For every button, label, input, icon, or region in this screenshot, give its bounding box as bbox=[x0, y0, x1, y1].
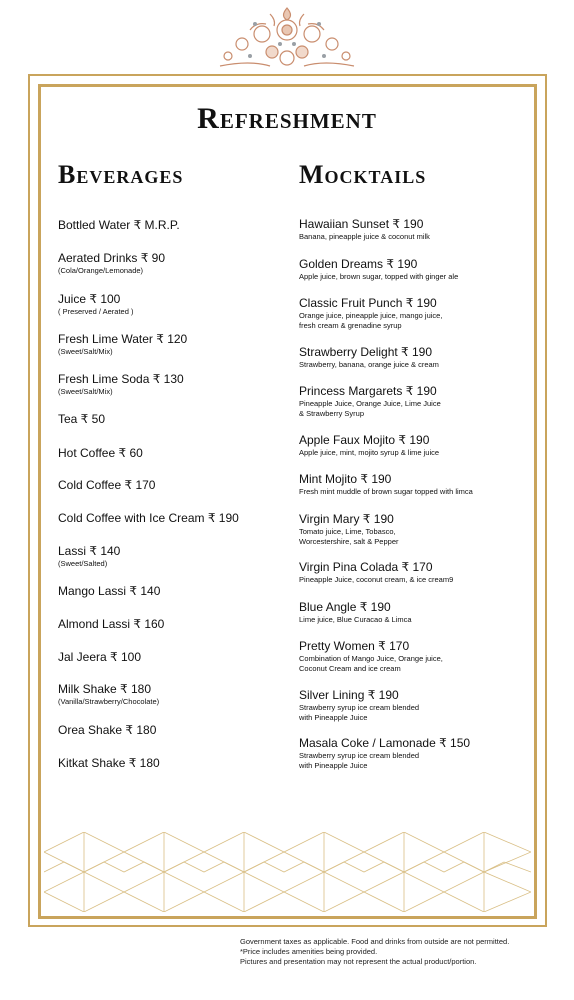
list-item bbox=[58, 332, 187, 356]
item-name: Fresh Lime Water ₹ 120 bbox=[58, 332, 188, 346]
item-description: Orange juice, pineapple juice, mango juice, bbox=[299, 311, 443, 320]
footer-line: Pictures and presentation may not represent the actual product/portion. bbox=[240, 957, 477, 966]
list-item bbox=[299, 600, 412, 624]
footer-notes bbox=[240, 937, 509, 967]
list-item bbox=[58, 650, 141, 664]
list-item bbox=[58, 372, 184, 396]
list-item bbox=[299, 433, 439, 457]
list-item bbox=[58, 446, 143, 460]
item-name: Fresh Lime Soda ₹ 130 bbox=[58, 372, 184, 386]
list-item bbox=[299, 472, 473, 496]
list-item bbox=[58, 682, 159, 706]
item-description: Worcestershire, salt & Pepper bbox=[299, 537, 399, 546]
item-description: (Sweet/Salt/Mix) bbox=[58, 387, 113, 396]
item-name: Classic Fruit Punch ₹ 190 bbox=[299, 296, 437, 310]
item-name: Virgin Mary ₹ 190 bbox=[299, 512, 394, 526]
geometric-pattern-icon bbox=[44, 832, 531, 912]
list-item bbox=[58, 617, 164, 631]
item-name: Hawaiian Sunset ₹ 190 bbox=[299, 217, 424, 231]
item-description: Pineapple Juice, coconut cream, & ice cream9 bbox=[299, 575, 454, 584]
list-item bbox=[58, 251, 165, 275]
item-name: Mint Mojito ₹ 190 bbox=[299, 472, 392, 486]
list-item bbox=[299, 736, 470, 770]
item-name: Tea ₹ 50 bbox=[58, 412, 105, 426]
menu-title: Refreshment bbox=[197, 102, 377, 135]
item-name: Cold Coffee with Ice Cream ₹ 190 bbox=[58, 511, 239, 525]
item-name: Mango Lassi ₹ 140 bbox=[58, 584, 161, 598]
list-item bbox=[299, 560, 453, 584]
item-description: Fresh mint muddle of brown sugar topped with limca bbox=[299, 487, 473, 496]
list-item bbox=[299, 257, 458, 281]
item-name: Bottled Water ₹ M.R.P. bbox=[58, 218, 180, 232]
item-description: (Sweet/Salt/Mix) bbox=[58, 347, 113, 356]
list-item bbox=[299, 688, 419, 722]
mocktails-heading: Mocktails bbox=[299, 160, 427, 189]
item-name: Virgin Pina Colada ₹ 170 bbox=[299, 560, 433, 574]
item-name: Blue Angle ₹ 190 bbox=[299, 600, 391, 614]
menu-inner-frame bbox=[38, 84, 537, 919]
item-name: Golden Dreams ₹ 190 bbox=[299, 257, 418, 271]
list-item bbox=[299, 217, 430, 241]
list-item bbox=[58, 723, 156, 737]
item-description: (Cola/Orange/Lemonade) bbox=[58, 266, 144, 275]
item-description: Coconut Cream and ice cream bbox=[299, 664, 401, 673]
list-item bbox=[299, 639, 443, 673]
item-description: fresh cream & grenadine syrup bbox=[299, 321, 402, 330]
item-description: with Pineapple Juice bbox=[299, 761, 368, 770]
item-name: Pretty Women ₹ 170 bbox=[299, 639, 410, 653]
item-name: Princess Margarets ₹ 190 bbox=[299, 384, 437, 398]
item-name: Almond Lassi ₹ 160 bbox=[58, 617, 165, 631]
item-name: Lassi ₹ 140 bbox=[58, 544, 121, 558]
item-description: Apple juice, brown sugar, topped with ginger ale bbox=[299, 272, 459, 281]
list-item bbox=[299, 296, 442, 330]
footer-line: *Price includes amenities being provided. bbox=[240, 947, 378, 956]
item-name: Silver Lining ₹ 190 bbox=[299, 688, 399, 702]
item-description: Strawberry, banana, orange juice & cream bbox=[299, 360, 439, 369]
item-name: Aerated Drinks ₹ 90 bbox=[58, 251, 166, 265]
floral-ornament-icon bbox=[210, 0, 364, 74]
item-description: Strawberry syrup ice cream blended bbox=[299, 751, 420, 760]
list-item bbox=[58, 218, 180, 232]
item-name: Apple Faux Mojito ₹ 190 bbox=[299, 433, 430, 447]
item-name: Orea Shake ₹ 180 bbox=[58, 723, 157, 737]
list-item bbox=[58, 511, 239, 525]
item-name: Masala Coke / Lamonade ₹ 150 bbox=[299, 736, 471, 750]
list-item bbox=[58, 412, 105, 426]
item-description: Pineapple Juice, Orange Juice, Lime Juice bbox=[299, 399, 441, 408]
item-description: (Vanilla/Strawberry/Chocolate) bbox=[58, 697, 160, 706]
item-description: (Sweet/Salted) bbox=[58, 559, 108, 568]
item-name: Juice ₹ 100 bbox=[58, 292, 121, 306]
item-description: Strawberry syrup ice cream blended bbox=[299, 703, 420, 712]
item-description: with Pineapple Juice bbox=[299, 713, 368, 722]
item-description: & Strawberry Syrup bbox=[299, 409, 365, 418]
list-item bbox=[299, 345, 439, 369]
item-name: Hot Coffee ₹ 60 bbox=[58, 446, 143, 460]
item-description: Apple juice, mint, mojito syrup & lime juice bbox=[299, 448, 440, 457]
list-item bbox=[299, 384, 441, 418]
list-item bbox=[299, 512, 399, 546]
list-item bbox=[58, 292, 133, 316]
footer-line: Government taxes as applicable. Food and drinks from outside are not permitted. bbox=[240, 937, 510, 946]
item-description: Tomato juice, Lime, Tobasco, bbox=[299, 527, 396, 536]
item-description: Combination of Mango Juice, Orange juice, bbox=[299, 654, 443, 663]
item-name: Strawberry Delight ₹ 190 bbox=[299, 345, 433, 359]
list-item bbox=[58, 478, 155, 492]
item-name: Milk Shake ₹ 180 bbox=[58, 682, 152, 696]
list-item bbox=[58, 584, 160, 598]
list-item bbox=[58, 544, 120, 568]
item-name: Kitkat Shake ₹ 180 bbox=[58, 756, 160, 770]
item-description: ( Preserved / Aerated ) bbox=[58, 307, 134, 316]
beverages-heading: Beverages bbox=[58, 160, 184, 189]
item-description: Banana, pineapple juice & coconut milk bbox=[299, 232, 430, 241]
list-item bbox=[58, 756, 160, 770]
item-name: Jal Jeera ₹ 100 bbox=[58, 650, 142, 664]
item-description: Lime juice, Blue Curacao & Limca bbox=[299, 615, 412, 624]
item-name: Cold Coffee ₹ 170 bbox=[58, 478, 156, 492]
